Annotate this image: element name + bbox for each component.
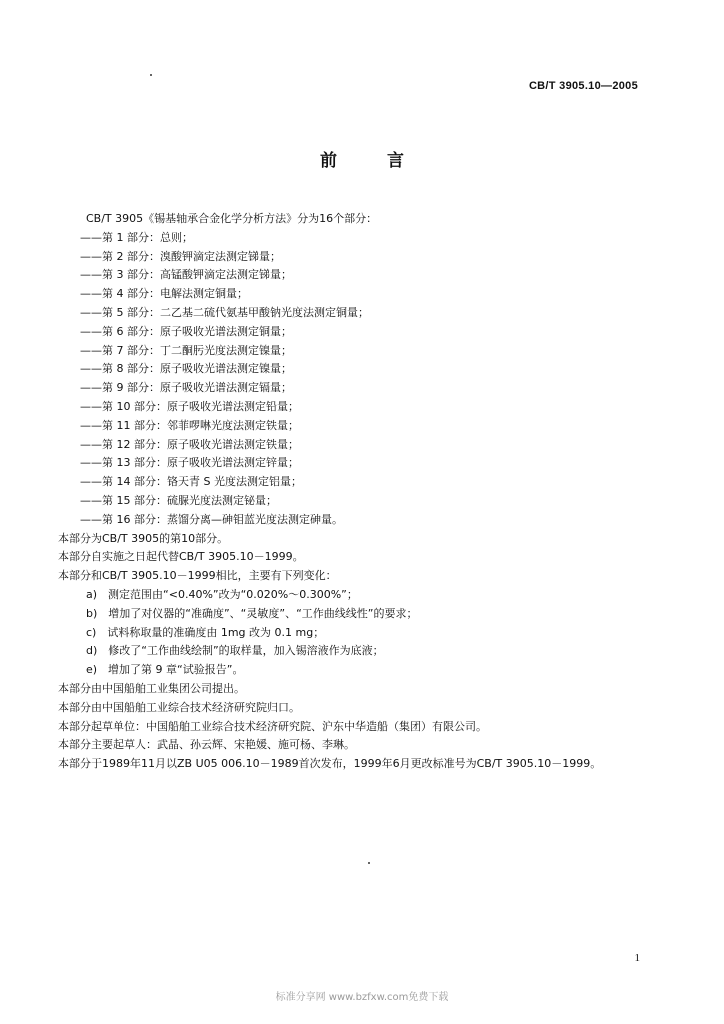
list-item: ——第 2 部分：溴酸钾滴定法测定锑量； (80, 249, 281, 263)
list-item: ——第 10 部分：原子吸收光谱法测定铅量； (80, 399, 299, 413)
list-item: ——第 15 部分：硫脲光度法测定铋量； (80, 493, 277, 507)
scan-speck (150, 74, 152, 76)
list-item: ——第 11 部分：邻菲啰啉光度法测定铁量； (80, 418, 299, 432)
list-item: ——第 9 部分：原子吸收光谱法测定镉量； (80, 381, 292, 395)
watermark-text: 标准分享网 www.bzfxw.com免费下载 (275, 992, 449, 1003)
list-item: c) 试料称取量的准确度由 1mg 改为 0.1 mg； (86, 625, 325, 639)
list-item: a) 测定范围由“<0.40%”改为“0.020%～0.300%”； (86, 587, 358, 601)
list-item: ——第 12 部分：原子吸收光谱法测定铁量； (80, 437, 299, 451)
standard-number: CB/T 3905.10—2005 (528, 80, 638, 92)
list-item: ——第 3 部分：高锰酸钾滴定法测定锑量； (80, 268, 292, 282)
paragraph: 本部分为CB/T 3905的第10部分。 (58, 531, 229, 545)
paragraph: 本部分于1989年11月以ZB U05 006.10－1989首次发布，1999年6月更改标准号为CB/T 3905.10－1999。 (58, 757, 602, 771)
list-item: ——第 6 部分：原子吸收光谱法测定铜量； (80, 324, 292, 338)
parts-list (80, 229, 646, 530)
list-item: d) 修改了“工作曲线绘制”的取样量，加入锡溶液作为底液； (86, 644, 384, 658)
foreword-body (58, 210, 646, 774)
changes-list (86, 586, 646, 680)
paragraph: 本部分起草单位：中国船舶工业综合技术经济研究院、沪东中华造船（集团）有限公司。 (58, 719, 487, 733)
paragraph: 本部分和CB/T 3905.10－1999相比，主要有下列变化： (58, 569, 337, 583)
paragraph: 本部分由中国船舶工业综合技术经济研究院归口。 (58, 700, 300, 714)
list-item: ——第 13 部分：原子吸收光谱法测定锌量； (80, 456, 299, 470)
list-item: ——第 14 部分：铬天青 S 光度法测定铝量； (80, 475, 302, 489)
page-number: 1 (634, 952, 640, 964)
paragraph: 本部分由中国船舶工业集团公司提出。 (58, 681, 245, 695)
list-item: ——第 5 部分：二乙基二硫代氨基甲酸钠光度法测定铜量； (80, 305, 369, 319)
list-item: ——第 4 部分：电解法测定铜量； (80, 287, 248, 301)
scan-speck (368, 862, 370, 864)
list-item: ——第 7 部分：丁二酮肟光度法测定镍量； (80, 343, 292, 357)
intro-line: CB/T 3905《锡基轴承合金化学分析方法》分为16个部分： (86, 212, 378, 225)
list-item: ——第 16 部分：蒸馏分离—砷钼蓝光度法测定砷量。 (80, 512, 343, 526)
page-title: 前 言 (320, 151, 426, 171)
list-item: ——第 1 部分：总则； (80, 230, 193, 244)
list-item: b) 增加了对仪器的“准确度”、“灵敏度”、“工作曲线线性”的要求； (86, 606, 418, 620)
paragraph: 本部分自实施之日起代替CB/T 3905.10－1999。 (58, 550, 304, 564)
list-item: ——第 8 部分：原子吸收光谱法测定镍量； (80, 362, 292, 376)
paragraph: 本部分主要起草人：武晶、孙云辉、宋艳媛、施可杨、李琳。 (58, 738, 355, 752)
list-item: e) 增加了第 9 章“试验报告”。 (86, 663, 244, 677)
